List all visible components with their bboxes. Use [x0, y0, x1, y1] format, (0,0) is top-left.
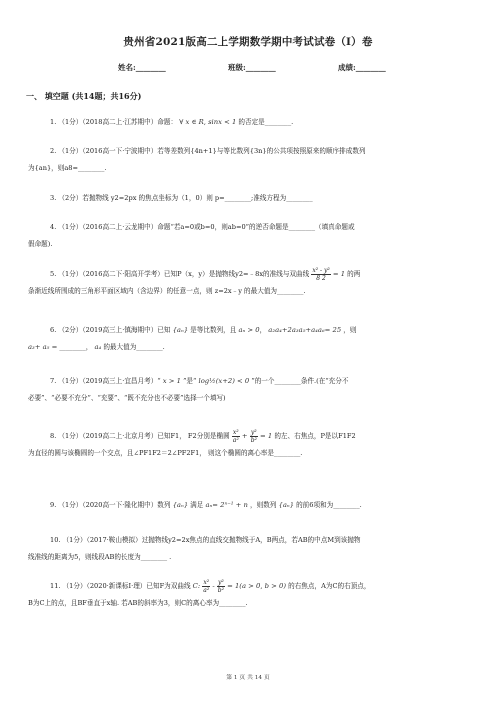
name-field-label: 姓名:________ — [118, 63, 166, 72]
q8-ellipse-y-fraction: $\frac{\text{y²}}{\text{b²}}$ — [250, 428, 257, 444]
score-field-label: 成绩:________ — [338, 63, 386, 72]
question-4: 4. （1分）（2016高二上·云龙期中）命题“若a=0或b=0，则ab=0”的逆否命题是________（填真命题或 假命题). — [28, 223, 355, 248]
question-6: 6. （2分）（2019高三上·镇海期中）已知 {aₙ} 是等比数列，且 aₙ > 0， a₂a₄+2a₃a₅+a₄a₆= 25 ，则 a₃+ a₅ = ________， a₄ 的最大值为________. — [28, 326, 357, 351]
question-3: 3. （2分）若抛物线 y2=2px 的焦点坐标为（1，0）则 p=________;准线方程为________ — [50, 194, 313, 202]
page-footer: 第 1 页 共 14 页 — [226, 675, 270, 681]
question-2: 2. （1分）（2016高一下·宁波期中）若等差数列{4n+1}与等比数列{3n}的公共项按照原来的顺序排成数列 为{an}，则a8=________. — [28, 147, 366, 172]
question-11: 11. （1分）（2020·新课标Ⅰ·理）已知F为双曲线 C: $\frac{\text{x²}}{\text{a²}}$ - $\frac{\text{y²}}{\text{b²}}$ = 1(a > 0, b > 0) 的右焦点，A为C的右顶点， B为C上的点，且BF垂直于x轴. 若AB的斜率为3，则C的离心率为________. — [28, 578, 371, 607]
q5-hyperbola-fraction: $\frac{\text{x² - y²}}{8 2}$ — [312, 266, 330, 282]
q11-hyperbola-y-fraction: $\frac{\text{y²}}{\text{b²}}$ — [217, 578, 225, 594]
question-1: 1. （1分）（2018高二上·江苏期中）命题： ∀ x ∈ R, sinx < 1 的否定是________. — [28, 114, 474, 131]
question-7: 7. （1分）（2019高三上·宜昌月考）“ x > 1 ”是“ log½(x+2) < 0 ”的一个________条件.(在“充分不 必要”、“必要不充分”、“充要”、“既不充分也不必要”选择一个填写) — [28, 377, 349, 402]
q1-formula: ∀ x ∈ R, sinx < 1 — [179, 118, 237, 126]
q8-ellipse-x-fraction: $\frac{\text{x²}}{\text{a²}}$ — [232, 428, 239, 444]
section-heading: 一、 填空题 (共14题；共16分) — [26, 91, 142, 101]
question-10: 10. （1分）（2017·鞍山模拟）过抛物线y2=2x焦点的直线交抛物线于A，B两点，若AB的中点M到该抛物 线准线的距离为5，则线段AB的长度为________ . — [28, 536, 361, 561]
exam-title: 贵州省2021版高二上学期数学期中考试试卷（I）卷 — [123, 36, 373, 48]
q11-hyperbola-x-fraction: $\frac{\text{x²}}{\text{a²}}$ — [203, 578, 210, 594]
question-9: 9. （1分）（2020高一下·隆化期中）数列 {aₙ} 满足 aₙ= 2ⁿ⁻¹ + n ，则数列 {aₙ} 的前6项和为________. — [50, 501, 362, 509]
question-5: 5. （1分）（2016高二下·阳高开学考）已知P（x，y）是抛物线y2=﹣8x的准线与双曲线 $\frac{\text{x² - y²}}{8 2}$ = 1 的两 条渐近线所围成的三角形平面区域内（含边界）的任意一点，则 z=2x﹣y 的最大值为________. — [28, 266, 361, 295]
class-field-label: 班级:________ — [228, 63, 276, 72]
question-8: 8. （1分）（2019高二上·北京月考）已知F1， F2分别是椭圆 $\frac{\text{x²}}{\text{a²}}$ + $\frac{\text{y²}}{\text{b²}}$ = 1 的左、右焦点，P是以F1F2 为直径的圆与该椭圆的一个交点，且∠PF1F2＝2∠PF2F1， 则这个椭圆的离心率是________. — [28, 428, 356, 457]
